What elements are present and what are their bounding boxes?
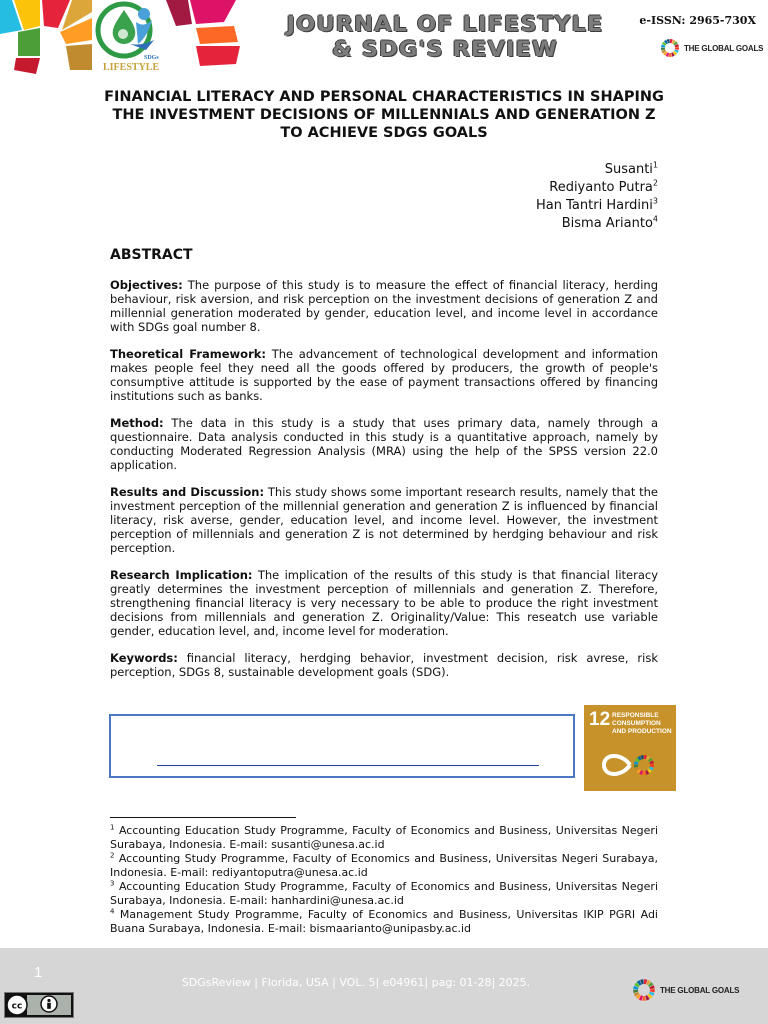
global-goals-wheel-icon bbox=[660, 38, 680, 58]
abstract-body bbox=[110, 278, 658, 692]
footnote: $^3$ Accounting Education Study Programme, Faculty of Economics and Business, Universitas Negeri Surabaya, Indonesia. E-mail: hanhardini@unesa.ac.id bbox=[110, 879, 658, 907]
author-list bbox=[536, 161, 658, 233]
page-footer bbox=[0, 948, 768, 1024]
abstract-implication: Research Implication: The implication of the results of this study is that financial literacy greatly determines the investment perception of millennials and generation Z. Therefore, strengthening financial literacy is very necessary to be able to produce the right investment decisions from millennials and generation Z. Originality/Value: This reseatch use variable gender, education level, and, income level for moderation. bbox=[110, 568, 658, 638]
abstract-method: Method: The data in this study is a study that uses primary data, namely through a questionnaire. Data analysis conducted in this study is a quantitative approach, namely by conducting Moderated Regression Analysis (MRA) using the help of the SPSS version 22.0 application. bbox=[110, 416, 658, 472]
author: Susanti$^1$ bbox=[604, 160, 658, 177]
global-goals-label: THE GLOBAL GOALS bbox=[684, 43, 764, 53]
sdg-wheel-left-icon bbox=[0, 0, 92, 74]
sdg-wheel-right-icon bbox=[166, 0, 242, 74]
paper-title: FINANCIAL LITERACY AND PERSONAL CHARACTERISTICS IN SHAPING THE INVESTMENT DECISIONS OF MILLENNIALS AND GENERATION Z TO ACHIEVE SDGS GOALS bbox=[104, 89, 664, 141]
issn-label: e-ISSN: 2965-730X bbox=[639, 14, 756, 27]
author: Bisma Arianto$^4$ bbox=[561, 214, 658, 231]
wheel-segment bbox=[643, 996, 646, 1001]
wheel-segment bbox=[650, 764, 654, 767]
abstract-heading: ABSTRACT bbox=[110, 247, 193, 263]
logo-small-text: SDGs bbox=[144, 55, 159, 61]
author: Rediyanto Putra$^2$ bbox=[549, 178, 658, 195]
footnote: $^1$ Accounting Education Study Programme, Faculty of Economics and Business, Universitas Negeri Surabaya, Indonesia. E-mail: susanti@unesa.ac.id bbox=[110, 823, 658, 851]
journal-title-line1: JOURNAL OF LIFESTYLE bbox=[286, 12, 604, 37]
journal-title bbox=[253, 12, 637, 62]
cc-license-icon bbox=[5, 993, 73, 1017]
sdg-number: 12 bbox=[589, 709, 611, 730]
abstract-theoretical-framework: Theoretical Framework: The advancement of technological development and information makes people feel they need all the goods offered by producers, the growth of people's consumptive attitude is supported by the ease of payment transactions offered by financing institutions such as banks. bbox=[110, 347, 659, 403]
footnotes bbox=[110, 824, 658, 936]
page-number: 1 bbox=[34, 964, 43, 981]
doi-link-underline[interactable] bbox=[157, 765, 539, 766]
author: Han Tantri Hardini$^3$ bbox=[536, 196, 658, 213]
global-goals-wheel-icon bbox=[632, 978, 656, 1002]
cc-by-icon[interactable] bbox=[4, 992, 74, 1018]
footnote: $^4$ Management Study Programme, Faculty of Economics and Business, Universitas IKIP PGRI Adi Buana Surabaya, Indonesia. E-mail: bismaarianto@unipasby.ac.id bbox=[110, 907, 658, 935]
global-goals-label: THE GLOBAL GOALS bbox=[660, 985, 740, 995]
wheel-segment bbox=[643, 771, 646, 775]
svg-text:cc: cc bbox=[11, 1001, 23, 1012]
logo-text: LIFESTYLE bbox=[103, 62, 160, 73]
footnote-rule bbox=[110, 817, 296, 818]
global-goals-logo bbox=[632, 978, 739, 1002]
footnote: $^2$ Accounting Study Programme, Faculty of Economics and Business, Universitas Negeri Surabaya, Indonesia. E-mail: rediyantoputra@unesa.ac.id bbox=[110, 851, 658, 879]
footer-citation: SDGsReview | Florida, USA | VOL. 5| e04961| pag: 01-28| 2025. bbox=[181, 976, 531, 989]
abstract-results: Results and Discussion: This study shows some important research results, namely that the investment perception of the millennial generation and generation Z is influenced by financial literacy, risk averse, gender, education level, and income level. However, the investment perception of millennials and generation Z is not determined by herdging behaviour and risk perception. bbox=[110, 485, 659, 555]
infinity-icon bbox=[598, 749, 662, 781]
doi-box bbox=[109, 714, 575, 778]
wheel-segment bbox=[650, 989, 655, 992]
abstract-keywords: Keywords: financial literacy, herdging behavior, investment decision, risk avrese, risk perception, SDGs 8, sustainable development goals (SDG). bbox=[110, 651, 658, 679]
abstract-objectives: Objectives: The purpose of this study is to measure the effect of financial literacy, herding behaviour, risk aversion, and risk perception on the investment decisions of generation Z and millennial generation moderated by gender, education level, and income level in accordance with SDGs goal number 8. bbox=[110, 278, 658, 334]
wheel-segment bbox=[675, 47, 679, 50]
global-goals-logo bbox=[660, 38, 763, 58]
sdg-title: RESPONSIBLE CONSUMPTION AND PRODUCTION bbox=[612, 712, 672, 735]
journal-title-line2: & SDG'S REVIEW bbox=[332, 37, 558, 62]
journal-header bbox=[0, 0, 768, 80]
sdg-12-tile bbox=[584, 705, 676, 791]
wheel-segment bbox=[669, 53, 672, 57]
